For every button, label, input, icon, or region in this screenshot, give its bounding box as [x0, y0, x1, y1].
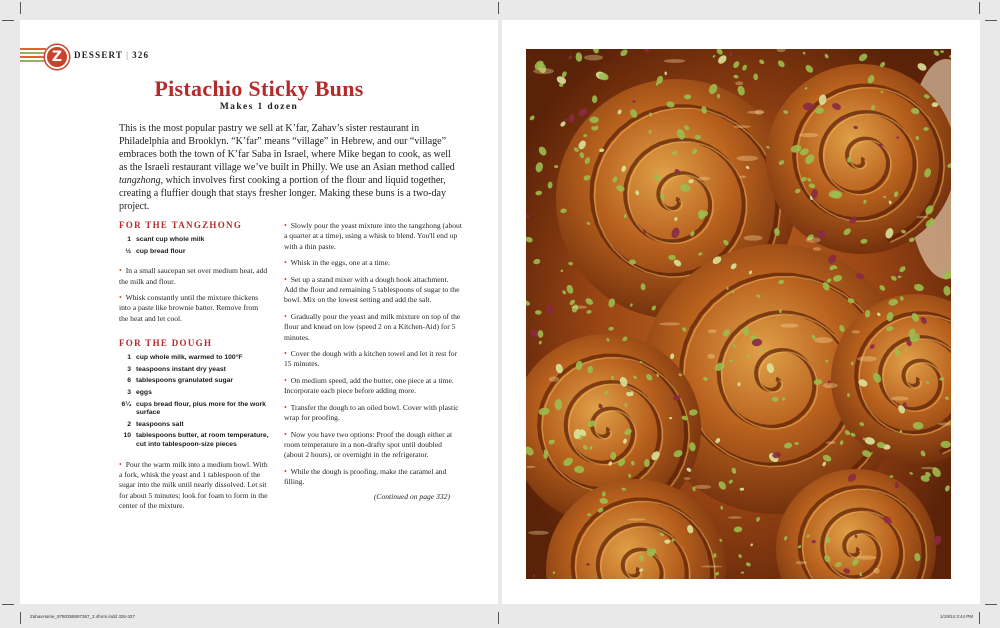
caramel-highlight — [916, 216, 928, 218]
instruction-step — [284, 403, 462, 424]
caramel-highlight — [728, 516, 742, 519]
dough-steps-left — [119, 460, 269, 512]
instruction-step — [284, 349, 462, 370]
step-bullet-icon: • — [284, 349, 287, 359]
stripe — [20, 60, 46, 62]
caramel-highlight — [796, 561, 807, 564]
ingredient-row — [119, 354, 269, 363]
left-page-content — [20, 20, 498, 604]
crop-mark — [2, 20, 14, 21]
intro-text: , which involves first cooking a portion of the flour and liquid together, creating a fluffier dough that stays fresher longer. Making these buns is a two-day project. — [119, 175, 446, 212]
caramel-highlight — [921, 467, 937, 469]
caramel-highlight — [735, 81, 743, 85]
ingredient-row — [119, 236, 269, 245]
dough-ingredients — [119, 354, 269, 449]
caramel-highlight — [755, 110, 764, 115]
photo-illustration — [526, 49, 951, 579]
recipe-intro — [119, 122, 461, 213]
caramel-highlight — [627, 518, 646, 520]
left-column — [119, 220, 269, 518]
stripe — [20, 48, 46, 50]
caramel-highlight — [740, 176, 747, 179]
step-bullet-icon: • — [284, 311, 287, 321]
step-bullet-icon: • — [119, 266, 122, 276]
instruction-step — [284, 258, 462, 268]
intro-text: This is the most popular pastry we sell at K’far, Zahav’s sister restaurant in Philadelphia and Brooklyn. “K’far” means “village” in Hebrew, and our “village” embraces both the town of K’far Saba in Israel, where Mike began to cook, as well as the Israeli restaurant village we’ve built in Philly. We use an Asian method called — [119, 123, 455, 173]
gutter — [498, 20, 502, 604]
caramel-highlight — [733, 125, 751, 128]
step-text: In a small saucepan set over medium heat, add the milk and flour. — [119, 266, 268, 286]
ingredient-item: cup whole milk, warmed to 100°F — [136, 354, 243, 362]
ingredient-quantity: ½ — [125, 247, 131, 255]
crop-mark — [20, 2, 21, 14]
ingredient-row — [119, 401, 269, 418]
crop-mark — [20, 612, 21, 624]
step-bullet-icon: • — [119, 293, 122, 302]
tangzhong-heading: FOR THE TANGZHONG — [119, 220, 243, 230]
step-bullet-icon: • — [284, 429, 287, 439]
ingredient-row — [119, 432, 269, 449]
ingredient-row — [119, 248, 269, 257]
ingredient-item: scant cup whole milk — [136, 236, 205, 243]
pistachio-crumb — [589, 117, 599, 124]
tangzhong-steps — [119, 266, 269, 324]
caramel-highlight — [852, 330, 860, 333]
caramel-highlight — [526, 466, 535, 468]
step-text: Now you have two options: Proof the dough either at room temperature in a non-drafty spot until doubled (about 2 hours), or overnight in the refrigerator. — [284, 429, 453, 460]
ingredient-row — [119, 366, 269, 375]
step-text: Pour the warm milk into a medium bowl. With a fork, whisk the yeast and 1 tablespoon of the sugar into the milk until nearly dissolved. Let sit for about 5 minutes; look for foam to form in the center of the mixture. — [119, 459, 268, 511]
step-text: Whisk in the eggs, one at a time. — [288, 258, 390, 268]
caramel-highlight — [826, 441, 836, 444]
ingredient-row — [119, 389, 269, 398]
caramel-highlight — [684, 477, 691, 480]
caramel-highlight — [873, 568, 880, 574]
instruction-step — [119, 293, 269, 324]
caramel-highlight — [813, 247, 821, 250]
ingredient-item: cups bread flour, plus more for the work surface — [136, 400, 266, 417]
crop-mark — [2, 604, 14, 605]
step-text: On medium speed, add the butter, one piece at a time. Incorporate each piece before adding more. — [284, 375, 454, 396]
instruction-step — [119, 266, 269, 287]
caramel-highlight — [549, 376, 560, 381]
section-label — [74, 50, 149, 60]
step-text: Cover the dough with a kitchen towel and let it rest for 15 minutes. — [284, 349, 458, 369]
step-bullet-icon: • — [284, 221, 287, 230]
step-bullet-icon: • — [284, 466, 287, 476]
caramel-highlight — [823, 383, 838, 388]
stripe — [20, 52, 46, 54]
caramel-highlight — [857, 356, 876, 361]
header-separator: | — [126, 50, 130, 60]
step-text: Gradually pour the yeast and milk mixture on top of the flour and knead on low (speed 2 on a Kitchen-Aid) for 5 minutes. — [284, 311, 461, 342]
header-stripes — [20, 48, 46, 64]
section-name: DESSERT — [74, 50, 124, 60]
ingredient-item: tablespoons granulated sugar — [136, 377, 234, 385]
caramel-highlight — [571, 306, 587, 309]
recipe-title: Pistachio Sticky Buns — [154, 76, 364, 101]
ingredient-item: eggs — [136, 389, 152, 396]
crop-mark — [979, 2, 980, 14]
caramel-highlight — [707, 354, 715, 359]
instruction-step — [119, 460, 269, 512]
ingredient-item: teaspoons instant dry yeast — [136, 365, 226, 373]
page-number: 326 — [132, 50, 150, 60]
ingredient-item: tablespoons butter, at room temperature, cut into tablespoon-size pieces — [136, 432, 269, 448]
pistachio-crumb — [803, 103, 814, 111]
right-column — [284, 221, 462, 501]
ingredient-item: teaspoons salt — [136, 420, 184, 428]
caramel-highlight — [528, 531, 549, 535]
step-bullet-icon: • — [284, 258, 287, 268]
sticky-buns-photo — [526, 49, 951, 579]
ingredient-row — [119, 421, 269, 430]
crop-mark — [985, 604, 997, 605]
ingredient-quantity: 3 — [127, 365, 131, 373]
instruction-step — [284, 430, 462, 461]
ingredient-quantity: 6¼ — [121, 400, 131, 408]
pistachio-crumb — [717, 94, 720, 98]
caramel-highlight — [744, 235, 763, 241]
crop-mark — [979, 612, 980, 624]
caramel-highlight — [814, 337, 833, 343]
caramel-highlight — [701, 565, 722, 567]
caramel-highlight — [659, 322, 680, 325]
running-header — [20, 44, 498, 68]
step-text: Slowly pour the yeast mixture into the tangzhong (about a quarter at a time), using a whisk to blend. You'll end up with a thin paste. — [284, 221, 462, 251]
ingredient-row — [119, 377, 269, 386]
caramel-highlight — [857, 556, 877, 560]
intro-italic-term: tangzhong — [119, 175, 161, 186]
caramel-highlight — [664, 59, 686, 63]
step-text: Whisk constantly until the mixture thickens into a paste like brownie batter. Remove from the heat and let cool. — [119, 293, 259, 323]
caramel-highlight — [737, 156, 759, 161]
ingredient-quantity: 2 — [127, 420, 131, 428]
caramel-highlight — [584, 55, 603, 61]
ingredient-quantity: 1 — [127, 236, 131, 243]
ingredient-item: cup bread flour — [136, 247, 186, 255]
dough-steps-right — [284, 221, 462, 488]
step-text: Set up a stand mixer with a dough hook attachment. Add the flour and remaining 5 tablespoons of sugar to the bowl. Mix on the lowest setting and add the salt. — [284, 274, 460, 305]
ingredient-quantity: 10 — [123, 432, 131, 440]
step-text: Transfer the dough to an oiled bowl. Cover with plastic wrap for proofing. — [284, 402, 459, 423]
ingredient-quantity: 3 — [127, 389, 131, 396]
step-bullet-icon: • — [284, 375, 287, 385]
pistachio-crumb — [772, 397, 779, 402]
caramel-highlight — [806, 237, 821, 242]
step-bullet-icon: • — [119, 459, 122, 469]
step-text: While the dough is proofing, make the caramel and filling. — [284, 466, 447, 487]
stripe — [20, 56, 46, 58]
crop-mark — [498, 612, 499, 624]
dough-heading: FOR THE DOUGH — [119, 338, 213, 349]
step-bullet-icon: • — [284, 274, 287, 284]
recipe-yield: Makes 1 dozen — [219, 102, 299, 112]
crop-mark — [985, 20, 997, 21]
instruction-step — [284, 376, 462, 397]
caramel-highlight — [780, 324, 798, 328]
caramel-highlight — [533, 68, 554, 74]
caramel-highlight — [799, 133, 818, 137]
continued-note: (Continued on page 332) — [373, 491, 450, 501]
caramel-highlight — [891, 396, 909, 400]
caramel-highlight — [708, 329, 717, 333]
caramel-highlight — [698, 177, 710, 180]
instruction-step — [284, 467, 462, 488]
instruction-step — [284, 312, 462, 343]
instruction-step — [284, 221, 462, 252]
caramel-highlight — [694, 485, 711, 489]
ingredient-quantity: 1 — [127, 354, 131, 362]
zahav-logo: Z — [45, 45, 69, 69]
ingredient-quantity: 6 — [127, 377, 131, 385]
print-slug-file: ZahavHome_9780358697367_2.4form.indd 326-327 — [30, 614, 135, 619]
instruction-step — [284, 275, 462, 306]
tangzhong-ingredients — [119, 236, 269, 256]
print-slug-date: 1/19/24 3:44 PM — [940, 614, 974, 619]
crop-mark — [498, 2, 499, 14]
step-bullet-icon: • — [284, 402, 287, 412]
pistachio-crumb — [664, 540, 670, 544]
pistachio-crumb — [684, 94, 691, 99]
